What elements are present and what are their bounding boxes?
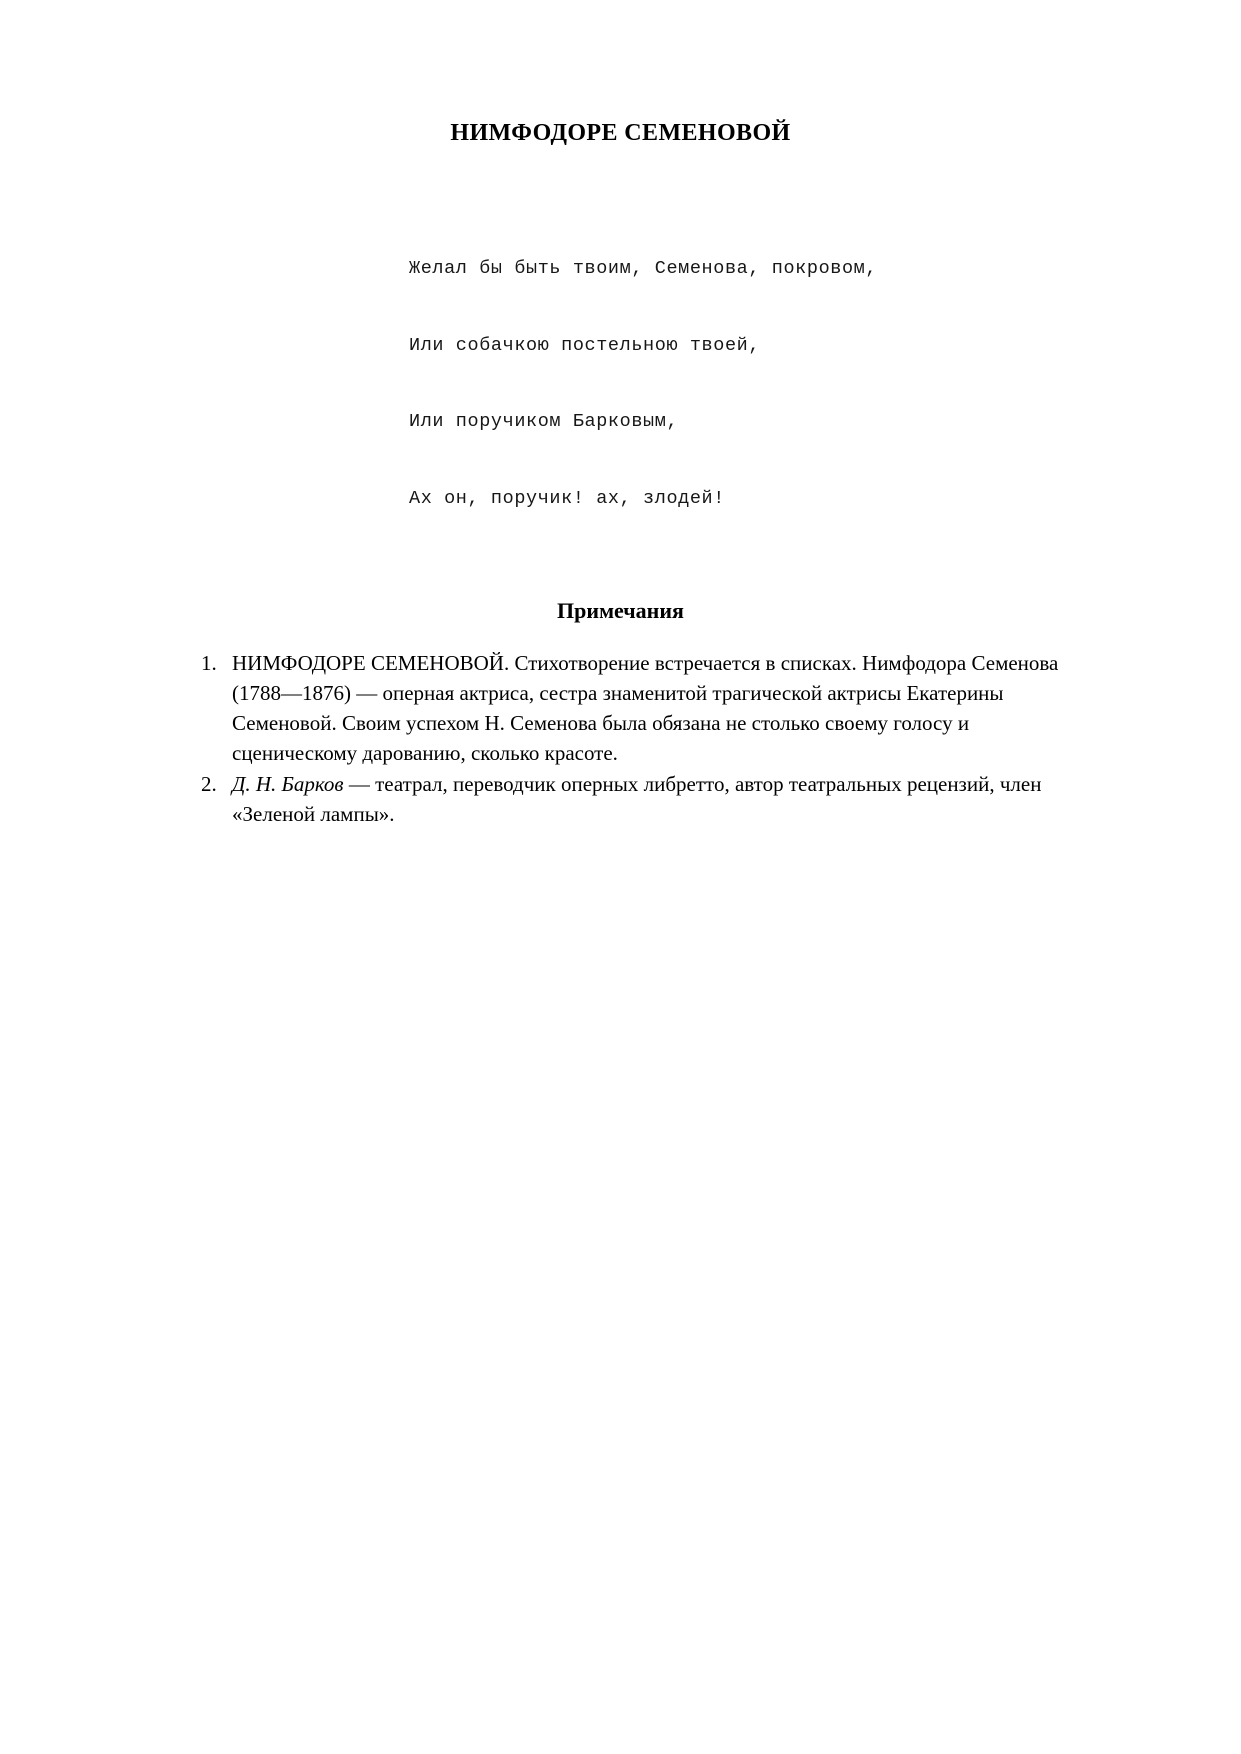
list-item xyxy=(222,769,1091,829)
notes-list xyxy=(150,648,1091,829)
poem-line: Или собачкою постельною твоей, xyxy=(409,334,761,356)
poem-line: Желал бы быть твоим, Семенова, покровом, xyxy=(409,258,878,280)
poem-line: Ах он, поручик! ах, злодей! xyxy=(409,487,725,509)
page-title: НИМФОДОРЕ СЕМЕНОВОЙ xyxy=(450,120,791,146)
note-text: — театрал, переводчик оперных либретто, автор театральных рецензий, член «Зеленой лампы». xyxy=(232,772,1042,827)
poem-line: Или поручиком Барковым, xyxy=(409,411,679,433)
note-text: НИМФОДОРЕ СЕМЕНОВОЙ. Стихотворение встречается в списках. Нимфодора Семенова (1788—1876) — оперная актриса, сестра знаменитой трагической актрисы Екатерины Семеновой. Своим успехом Н. Семенова была обязана не столько своему голосу и сценическому дарованию, сколько красоте. xyxy=(232,651,1059,766)
note-lead: Д. Н. Барков xyxy=(232,772,344,797)
poem-block xyxy=(150,205,1091,562)
list-item xyxy=(222,648,1091,768)
notes-heading: Примечания xyxy=(557,598,684,624)
